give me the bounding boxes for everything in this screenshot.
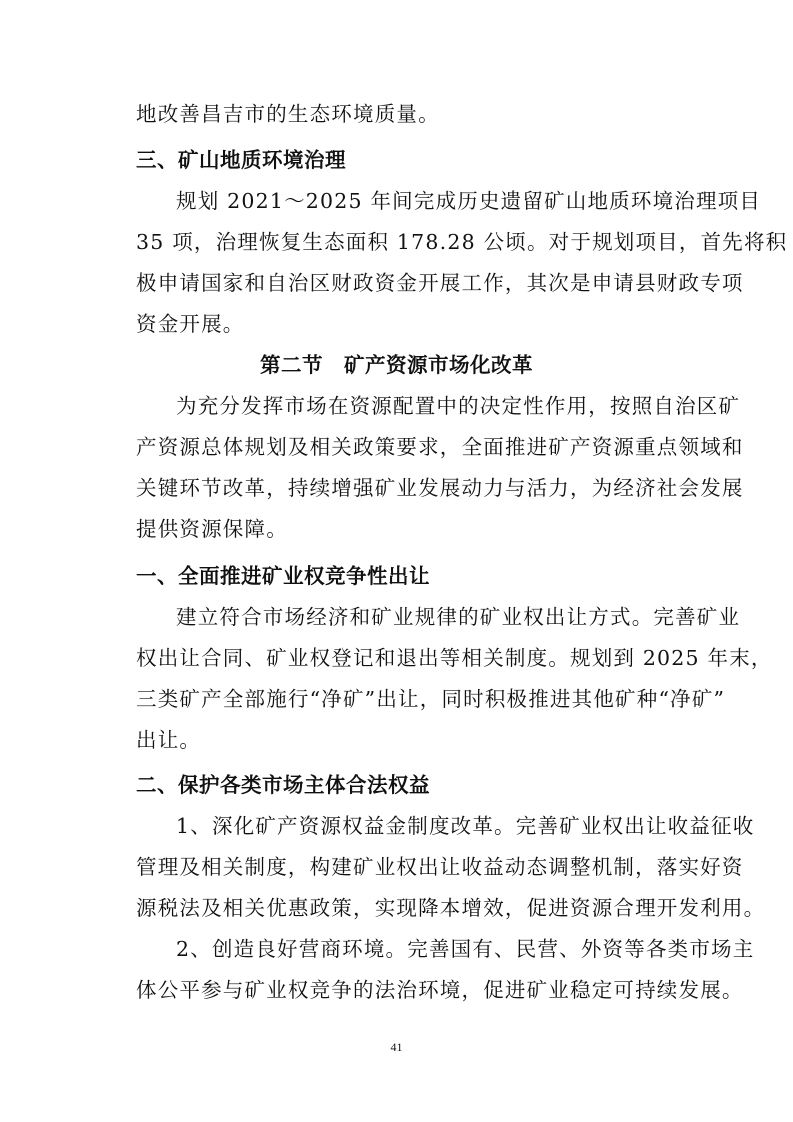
item-1-line: 管理及相关制度，构建矿业权出让收益动态调整机制，落实好资 [136,855,744,879]
item-1-line: 1、深化矿产资源权益金制度改革。完善矿业权出让收益征收 [176,814,755,838]
chapter-heading: 第二节 矿产资源市场化改革 [260,353,533,377]
chapter-intro-line: 提供资源保障。 [136,517,288,541]
chapter-intro-line: 关键环节改革，持续增强矿业发展动力与活力，为经济社会发展 [136,476,744,500]
section-3-heading: 三、矿山地质环境治理 [136,148,346,172]
section-1-paragraph-line: 出让。 [136,728,202,752]
section-1-paragraph-line: 建立符合市场经济和矿业规律的矿业权出让方式。完善矿业 [176,605,741,629]
item-2-line: 体公平参与矿业权竞争的法治环境，促进矿业稳定可持续发展。 [136,978,744,1002]
section-1-paragraph-line: 三类矿产全部施行“净矿”出让，同时积极推进其他矿种“净矿” [136,687,726,711]
section-3-paragraph-line: 35 项，治理恢复生态面积 178.28 公顷。对于规划项目，首先将积 [136,230,788,254]
chapter-intro-line: 为充分发挥市场在资源配置中的决定性作用，按照自治区矿 [176,394,741,418]
section-2-heading: 二、保护各类市场主体合法权益 [136,773,430,797]
section-3-paragraph-line: 资金开展。 [136,312,245,336]
continuation-line: 地改善昌吉市的生态环境质量。 [136,102,440,126]
page-number: 41 [390,1040,403,1054]
item-2-line: 2、创造良好营商环境。完善国有、民营、外资等各类市场主 [176,937,755,961]
section-1-heading: 一、全面推进矿业权竞争性出让 [136,564,430,588]
section-1-paragraph-line: 权出让合同、矿业权登记和退出等相关制度。规划到 2025 年末， [136,646,773,670]
item-1-line: 源税法及相关优惠政策，实现降本增效，促进资源合理开发利用。 [136,896,766,920]
section-3-paragraph-line: 极申请国家和自治区财政资金开展工作，其次是申请县财政专项 [136,271,744,295]
chapter-intro-line: 产资源总体规划及相关政策要求，全面推进矿产资源重点领域和 [136,435,744,459]
section-3-paragraph-line: 规划 2021～2025 年间完成历史遗留矿山地质环境治理项目 [176,189,762,213]
